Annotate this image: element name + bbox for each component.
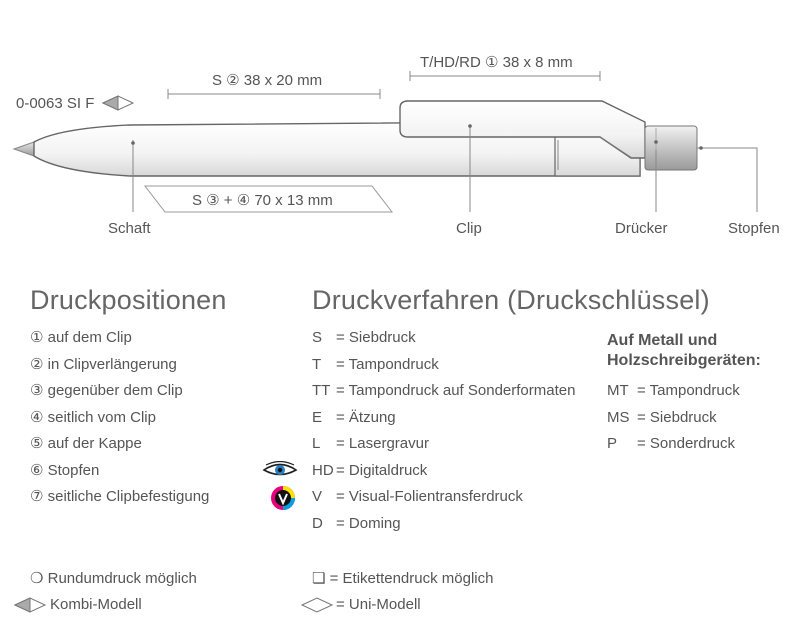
- positions-list: [30, 325, 209, 511]
- part-label-pusher: Drücker: [615, 220, 668, 237]
- method-item: [312, 484, 575, 511]
- metal-label: = Sonderdruck: [637, 435, 735, 452]
- method-item: [312, 458, 575, 485]
- dim-label-extension: S ② 38 x 20 mm: [212, 72, 323, 89]
- method-label: = Lasergravur: [336, 435, 429, 452]
- uni-model-icon: [301, 597, 333, 613]
- method-code: E: [312, 408, 323, 426]
- method-item: [312, 405, 575, 432]
- dim-label-clip: T/HD/RD ① 38 x 8 mm: [420, 54, 573, 71]
- position-item: ① auf dem Clip: [30, 329, 132, 346]
- method-item: [312, 325, 575, 352]
- visual-transfer-icon: [270, 485, 296, 511]
- metal-item: [607, 378, 740, 405]
- methods-title: Druckverfahren (Druckschlüssel): [312, 285, 710, 315]
- metal-item: [607, 431, 740, 458]
- dim-label-shaft: S ③ + ④ 70 x 13 mm: [192, 192, 333, 209]
- model-code: 0-0063 SI F: [16, 95, 95, 112]
- method-code: D: [312, 514, 323, 532]
- position-item: ⑤ auf der Kappe: [30, 435, 142, 452]
- legend-label-print: [312, 569, 493, 587]
- part-label-shaft: Schaft: [108, 220, 151, 237]
- method-item: [312, 431, 575, 458]
- position-item: ⑥ Stopfen: [30, 461, 100, 479]
- position-item: ⑦ seitliche Clipbefestigung: [30, 488, 210, 505]
- legend-label-print-label: = Etikettendruck möglich: [329, 570, 494, 587]
- method-label: = Digitaldruck: [336, 461, 428, 479]
- round-print-icon: ❍: [30, 570, 44, 587]
- position-item: ③ gegenüber dem Clip: [30, 382, 183, 399]
- method-code: T: [312, 355, 322, 373]
- method-code: L: [312, 435, 321, 452]
- method-item: [312, 378, 575, 405]
- legend-kombi-label: Kombi-Modell: [50, 596, 142, 613]
- method-label: = Doming: [336, 514, 401, 532]
- metal-title-line2: Holzschreibgeräten:: [607, 352, 761, 369]
- method-code: TT: [312, 382, 331, 399]
- metal-code: P: [607, 435, 618, 452]
- eye-icon: [262, 461, 298, 479]
- metal-code: MS: [607, 408, 630, 426]
- method-label: = Tampondruck: [336, 355, 439, 373]
- metal-list: [607, 378, 740, 458]
- positions-title: Druckpositionen: [30, 285, 227, 315]
- methods-list: [312, 325, 575, 537]
- pen-tip: [14, 142, 34, 156]
- legend-round-label: Rundumdruck möglich: [47, 570, 197, 587]
- method-code: S: [312, 329, 323, 346]
- dim-line-extension: [168, 89, 380, 99]
- pen-pusher: [645, 126, 697, 170]
- position-item: ② in Clipverlängerung: [30, 355, 177, 373]
- kombi-model-legend-icon: [14, 597, 46, 613]
- legend-uni-label: = Uni-Modell: [336, 596, 421, 613]
- method-item: [312, 352, 575, 379]
- method-label: = Ätzung: [336, 408, 396, 426]
- part-label-clip: Clip: [456, 220, 482, 237]
- metal-item: [607, 405, 740, 432]
- legend-round: [30, 569, 197, 587]
- method-code: HD: [312, 461, 334, 479]
- metal-label: = Siebdruck: [637, 408, 717, 426]
- position-item: ④ seitlich vom Clip: [30, 408, 156, 426]
- dim-line-clip: [410, 71, 600, 81]
- method-item: [312, 511, 575, 538]
- method-label: = Visual-Folientransferdruck: [336, 488, 523, 505]
- label-print-icon: ❏: [312, 570, 326, 587]
- method-label: = Tampondruck auf Sonderformaten: [336, 382, 576, 399]
- part-label-plug: Stopfen: [728, 220, 780, 237]
- kombi-model-icon: [103, 96, 133, 110]
- metal-code: MT: [607, 382, 629, 399]
- method-label: = Siebdruck: [336, 329, 416, 346]
- metal-title-line1: Auf Metall und: [607, 332, 718, 349]
- method-code: V: [312, 488, 323, 505]
- metal-label: = Tampondruck: [637, 382, 740, 399]
